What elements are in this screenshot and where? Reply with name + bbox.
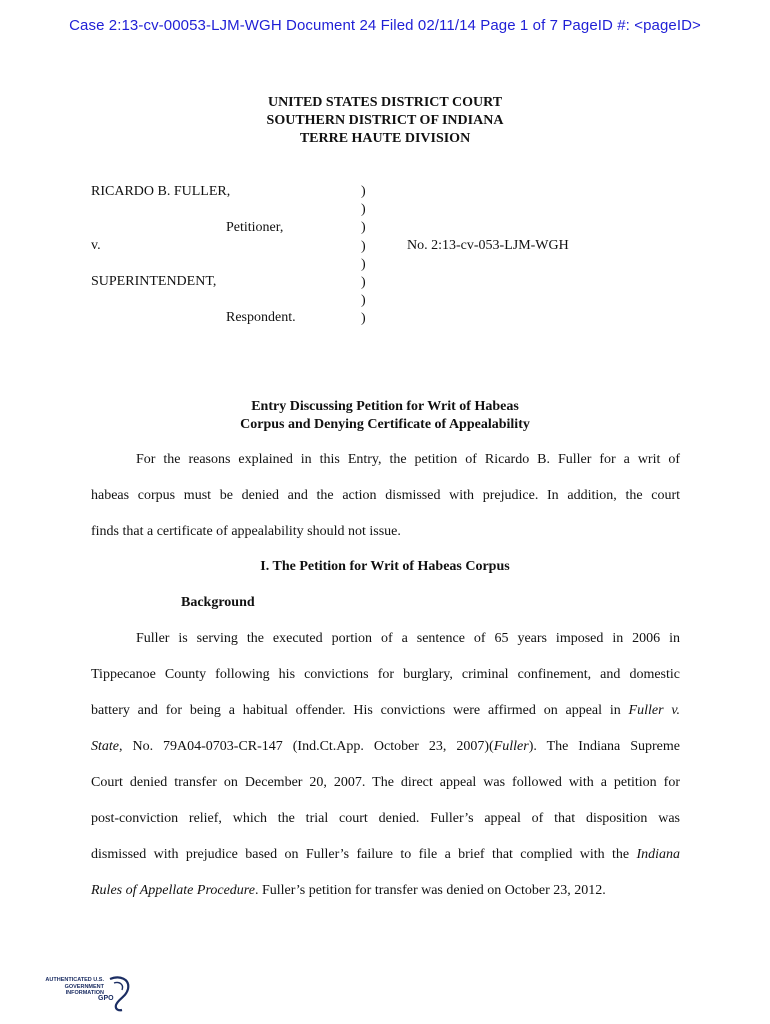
paren: ) <box>361 256 366 272</box>
text-run: . Fuller’s petition for transfer was denied on October 23, 2012. <box>254 883 606 898</box>
eagle-icon <box>102 975 132 1013</box>
paren: ) <box>361 238 366 254</box>
intro-line-3: finds that a certificate of appealability should not issue. <box>91 524 401 539</box>
background-line-6: post-conviction relief, which the trial court denied. Fuller’s appeal of that disposition was <box>91 811 680 826</box>
case-number: No. 2:13-cv-053-LJM-WGH <box>407 238 569 253</box>
gpo-mark: GPO <box>98 995 114 1002</box>
gpo-authentication-logo <box>44 975 130 1015</box>
paren: ) <box>361 311 366 327</box>
background-heading: Background <box>181 595 255 610</box>
entry-title-line-1: Entry Discussing Petition for Writ of Habeas <box>251 399 519 414</box>
entry-title <box>0 398 770 434</box>
background-line-1: Fuller is serving the executed portion of a sentence of 65 years imposed in 2006 in <box>136 631 680 646</box>
rules-title: Indiana <box>636 847 680 862</box>
section-heading: I. The Petition for Writ of Habeas Corpus <box>260 559 510 574</box>
background-line-3 <box>91 702 680 738</box>
text-run: battery and for being a habitual offender. His convictions were affirmed on appeal in <box>91 703 629 718</box>
court-line-3: TERRE HAUTE DIVISION <box>299 131 471 146</box>
gpo-logo-text: AUTHENTICATED U.S. GOVERNMENT INFORMATION <box>45 977 104 996</box>
petitioner-role: Petitioner, <box>226 220 284 235</box>
paren: ) <box>361 293 366 309</box>
court-line-1: UNITED STATES DISTRICT COURT <box>267 95 503 110</box>
intro-line-2: habeas corpus must be denied and the action dismissed with prejudice. In addition, the court <box>91 488 680 503</box>
court-name <box>0 94 770 148</box>
petitioner-name: RICARDO B. FULLER, <box>91 184 231 199</box>
background-line-2: Tippecanoe County following his convictions for burglary, criminal confinement, and domestic <box>91 667 680 682</box>
respondent-role: Respondent. <box>226 310 296 325</box>
intro-paragraph <box>91 451 680 559</box>
background-line-4 <box>91 738 680 774</box>
paren: ) <box>361 220 366 236</box>
background-line-7 <box>91 846 680 882</box>
case-citation: Fuller v. <box>628 703 681 718</box>
rules-title: Rules of Appellate Procedure <box>91 883 255 898</box>
respondent-name: SUPERINTENDENT, <box>91 274 217 289</box>
case-short-name: Fuller <box>493 739 529 754</box>
paren: ) <box>361 184 366 199</box>
caption-bracket <box>361 183 366 329</box>
paren: ) <box>361 202 366 218</box>
case-citation: State <box>91 739 119 754</box>
background-line-5: Court denied transfer on December 20, 2007. The direct appeal was followed with a petition for <box>91 775 680 790</box>
text-run: ). The Indiana Supreme <box>528 739 680 754</box>
court-line-2: SOUTHERN DISTRICT OF INDIANA <box>266 113 504 128</box>
intro-line-1: For the reasons explained in this Entry, the petition of Ricardo B. Fuller for a writ of <box>136 452 680 467</box>
background-line-8 <box>91 882 680 918</box>
versus: v. <box>91 238 101 253</box>
paren: ) <box>361 275 366 291</box>
background-paragraph <box>91 630 680 918</box>
entry-title-line-2: Corpus and Denying Certificate of Appealability <box>240 417 530 432</box>
text-run: dismissed with prejudice based on Fuller’s failure to file a brief that complied with the <box>91 847 637 862</box>
text-run: , No. 79A04-0703-CR-147 (Ind.Ct.App. October 23, 2007)( <box>119 739 494 754</box>
filing-stamp: Case 2:13-cv-00053-LJM-WGH Document 24 Filed 02/11/14 Page 1 of 7 PageID #: <pageID> <box>69 17 701 34</box>
